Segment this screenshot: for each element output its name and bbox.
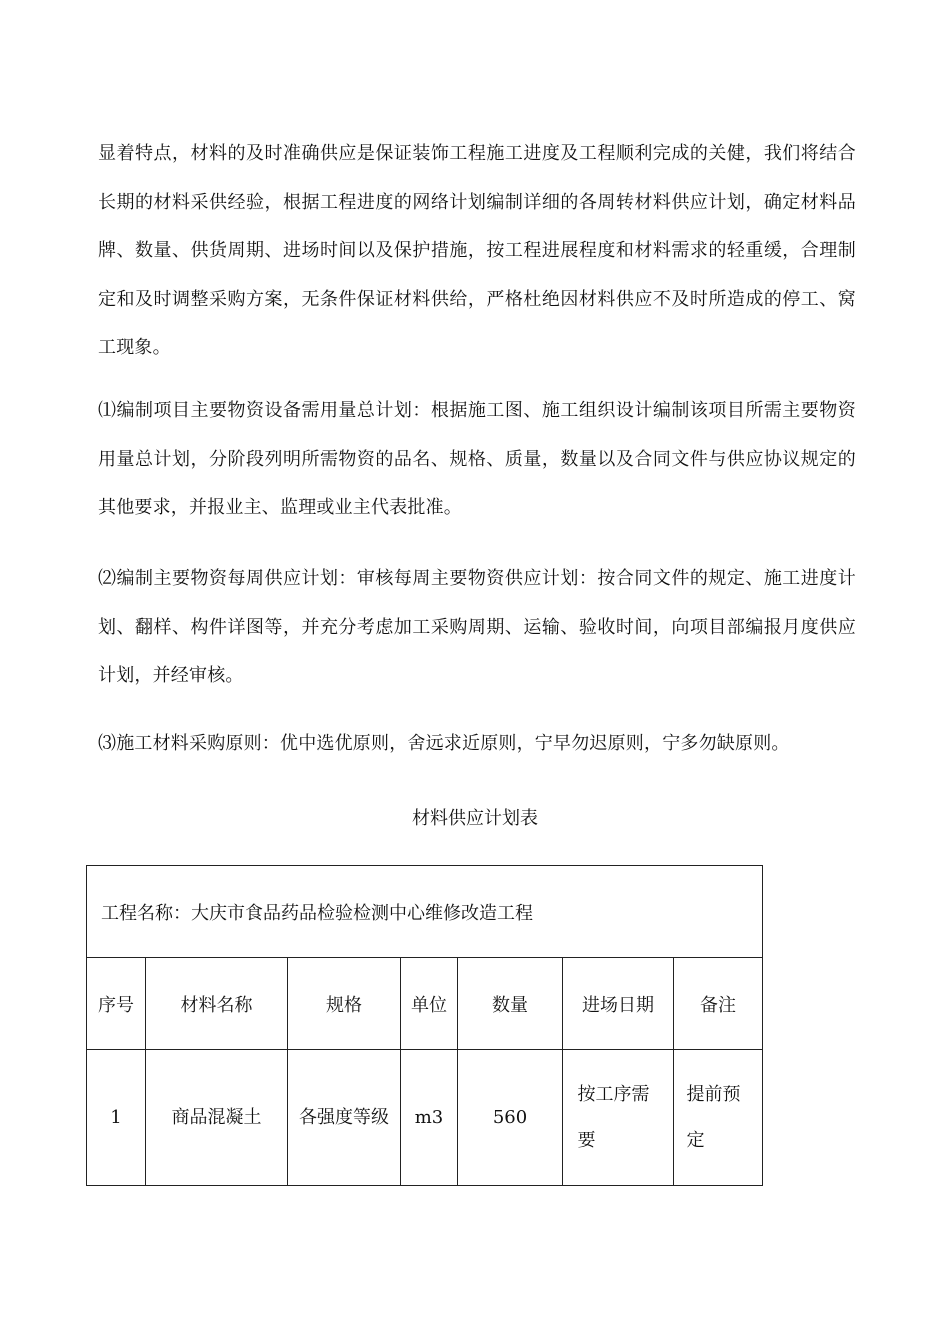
- table-cell-wrap: [674, 1050, 763, 1186]
- table-cell: 1: [87, 1050, 146, 1186]
- table-row: [87, 1050, 763, 1186]
- item-1-paragraph: ⑴编制项目主要物资设备需用量总计划：根据施工图、施工组织设计编制该项目所需主要物资用量总计划，分阶段列明所需物资的品名、规格、质量，数量以及合同文件与供应协议规定的其他要求，并报业主、监理或业主代表批准。: [98, 400, 856, 518]
- header-cell: 规格: [288, 958, 401, 1050]
- intro-paragraph: 显着特点，材料的及时准确供应是保证装饰工程施工进度及工程顺利完成的关健，我们将结合长期的材料采供经验，根据工程进度的网络计划编制详细的各周转材料供应计划，确定材料品牌、数量、供货周期、进场时间以及保护措施，按工程进展程度和材料需求的轻重缓，合理制定和及时调整采购方案，无条件保证材料供给，严格杜绝因材料供应不及时所造成的停工、窝工现象。: [98, 143, 856, 358]
- item-2-paragraph: ⑵编制主要物资每周供应计划：审核每周主要物资供应计划：按合同文件的规定、施工进度计划、翻样、构件详图等，并充分考虑加工采购周期、运输、验收时间，向项目部编报月度供应计划，并经审核。: [98, 568, 856, 686]
- header-cell: 序号: [87, 958, 146, 1050]
- table-title: 材料供应计划表: [412, 808, 538, 829]
- table-cell-wrap: [563, 1050, 674, 1186]
- entry-date-text: 按工序需要: [577, 1083, 650, 1151]
- header-cell: 单位: [401, 958, 458, 1050]
- table-cell: m3: [401, 1050, 458, 1186]
- project-name-row: [87, 866, 763, 958]
- table-cell: 560: [458, 1050, 563, 1186]
- remarks-text: 提前预定: [686, 1083, 741, 1151]
- header-cell: 材料名称: [146, 958, 288, 1050]
- header-cell: 备注: [674, 958, 763, 1050]
- table-cell: 商品混凝土: [146, 1050, 288, 1186]
- material-supply-table: [86, 865, 763, 1186]
- project-name-cell: 工程名称：大庆市食品药品检验检测中心维修改造工程: [87, 866, 763, 958]
- header-cell: 数量: [458, 958, 563, 1050]
- item-3-paragraph: ⑶施工材料采购原则：优中选优原则，舍远求近原则，宁早勿迟原则，宁多勿缺原则。: [98, 733, 790, 754]
- header-cell: 进场日期: [563, 958, 674, 1050]
- table-header-row: [87, 958, 763, 1050]
- table-cell: 各强度等级: [288, 1050, 401, 1186]
